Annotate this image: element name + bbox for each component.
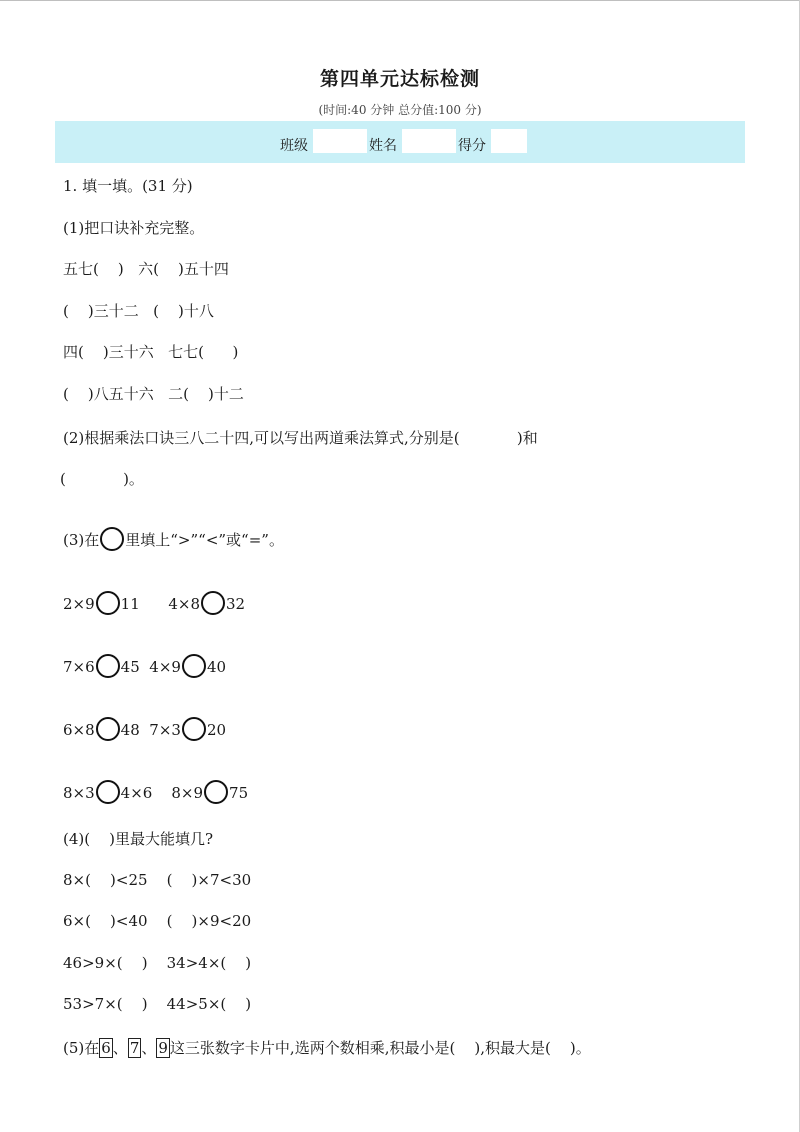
compare-left: 6×8 — [63, 721, 95, 739]
part-5-start: (5)在 — [63, 1039, 100, 1057]
name-label: 姓名 — [369, 138, 397, 154]
page-top-border — [0, 0, 800, 1]
compare-left: 2×9 — [63, 595, 95, 613]
max-fill-row: 8×( )<25 ( )×7<30 — [63, 871, 252, 889]
card-separator: 、 — [112, 1039, 128, 1057]
compare-circle-icon[interactable] — [204, 780, 228, 804]
max-fill-row: 6×( )<40 ( )×9<20 — [63, 912, 252, 930]
max-fill-row: 53>7×( ) 44>5×( ) — [63, 995, 252, 1013]
compare-mid: 11 4×8 — [120, 595, 201, 613]
compare-left: 7×6 — [63, 658, 95, 676]
compare-right: 32 — [226, 595, 246, 613]
part-2-line-1: (2)根据乘法口诀三八二十四,可以写出两道乘法算式,分别是( )和 — [63, 429, 538, 447]
part-5-question — [63, 1038, 591, 1058]
score-label: 得分 — [458, 138, 486, 154]
name-field[interactable] — [402, 129, 456, 153]
score-field[interactable] — [491, 129, 527, 153]
rhyme-row: ( )三十二 ( )十八 — [63, 302, 214, 320]
compare-circle-icon[interactable] — [182, 654, 206, 678]
rhyme-row: ( )八五十六 二( )十二 — [63, 385, 244, 403]
page-title: 第四单元达标检测 — [319, 68, 480, 90]
compare-row — [63, 717, 226, 741]
compare-mid: 48 7×3 — [120, 721, 181, 739]
compare-mid: 4×6 8×9 — [120, 784, 204, 802]
rhyme-row: 五七( ) 六( )五十四 — [63, 260, 229, 278]
compare-mid: 45 4×9 — [120, 658, 181, 676]
compare-right: 20 — [206, 721, 227, 739]
class-field[interactable] — [313, 129, 367, 153]
compare-row — [63, 780, 248, 804]
part-3-prompt-start: (3)在 — [63, 531, 100, 549]
compare-right: 40 — [206, 658, 227, 676]
class-label: 班级 — [280, 138, 308, 154]
part-3-prompt-end: 里填上“>”“<”或“=”。 — [125, 531, 284, 549]
compare-row — [63, 591, 245, 615]
part-4-prompt: (4)( )里最大能填几? — [63, 830, 214, 848]
max-fill-row: 46>9×( ) 34>4×( ) — [63, 954, 252, 972]
compare-row — [63, 654, 226, 678]
compare-circle-icon[interactable] — [201, 591, 225, 615]
part-5-end: 这三张数字卡片中,选两个数相乘,积最小是( ),积最大是( )。 — [169, 1039, 591, 1057]
compare-left: 8×3 — [63, 784, 95, 802]
compare-circle-icon[interactable] — [96, 654, 120, 678]
number-card: 6 — [101, 1039, 111, 1057]
part-1-prompt: (1)把口诀补充完整。 — [63, 219, 205, 237]
compare-circle-icon[interactable] — [96, 717, 120, 741]
part-2-line-2: ( )。 — [60, 470, 144, 488]
part-3-prompt — [63, 527, 284, 551]
question-1-heading: 1. 填一填。(31 分) — [63, 177, 193, 195]
number-card: 7 — [129, 1039, 140, 1057]
card-separator: 、 — [141, 1039, 157, 1057]
compare-circle-icon[interactable] — [96, 591, 120, 615]
rhyme-row: 四( )三十六 七七( ) — [63, 343, 239, 361]
student-info-bar — [55, 121, 745, 163]
number-card: 9 — [158, 1039, 168, 1057]
compare-circle-icon — [100, 527, 124, 551]
compare-circle-icon[interactable] — [96, 780, 120, 804]
page-subtitle: (时间:40 分钟 总分值:100 分) — [318, 103, 482, 117]
compare-circle-icon[interactable] — [182, 717, 206, 741]
compare-right: 75 — [229, 784, 249, 802]
